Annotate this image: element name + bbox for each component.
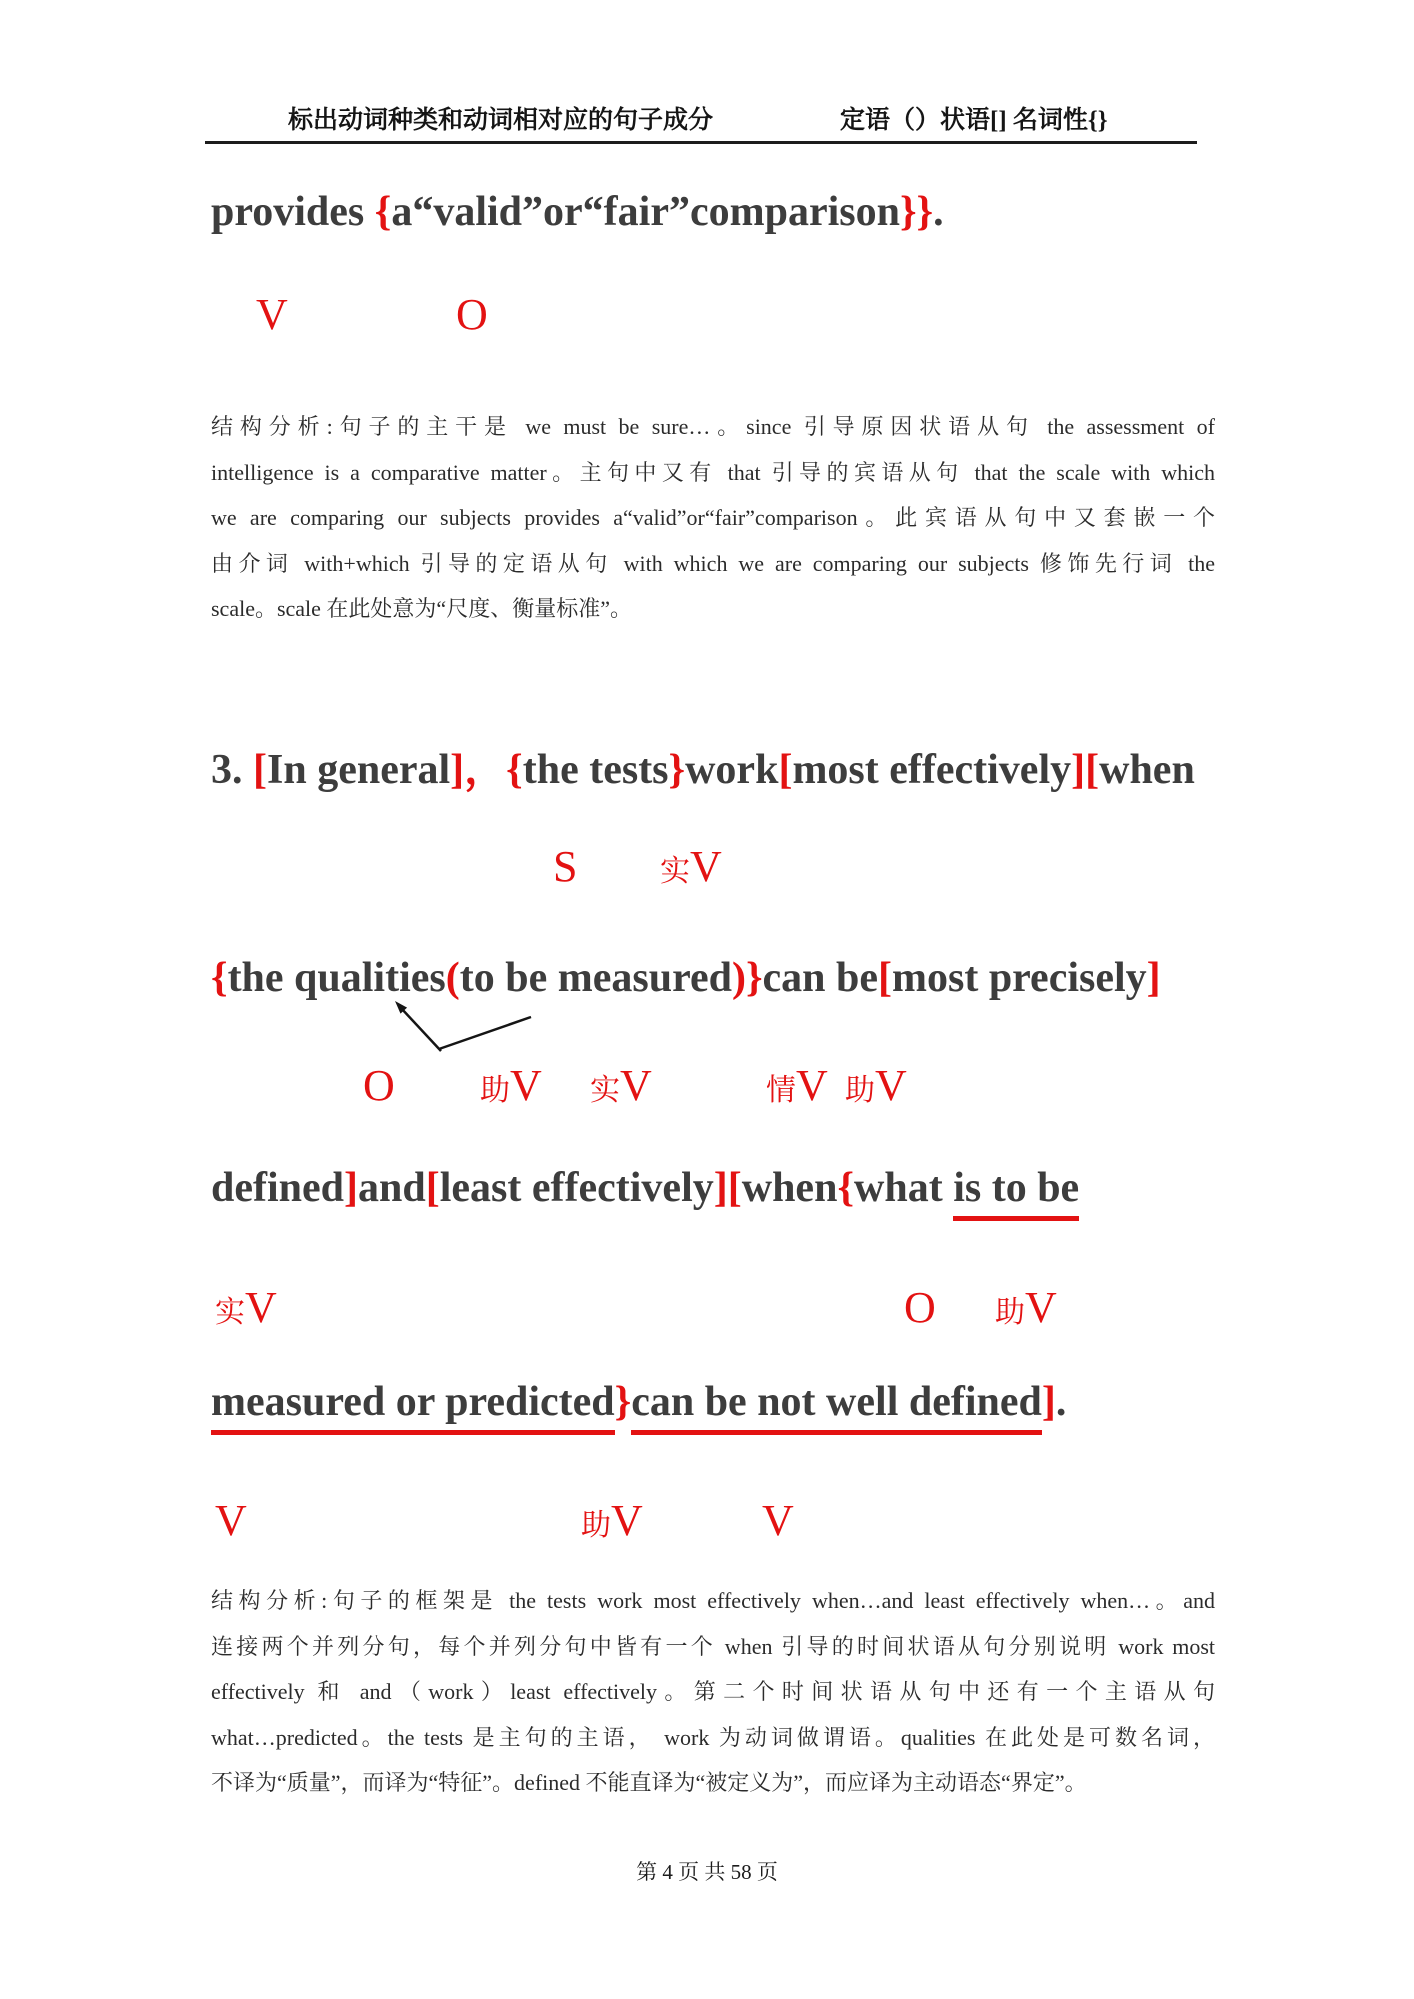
text-segment: [ xyxy=(253,747,267,793)
analysis-paragraph-2 xyxy=(211,1578,1215,1806)
grammar-label xyxy=(766,1062,828,1115)
grammar-label-row xyxy=(0,1284,1414,1336)
text-segment: { xyxy=(506,747,523,793)
grammar-label-letter: V xyxy=(875,1061,907,1110)
grammar-label-prefix: 实 xyxy=(660,855,690,888)
text-segment: can be not well defined xyxy=(631,1379,1042,1435)
grammar-label-prefix: 情 xyxy=(766,1074,796,1107)
sentence-3-line-1 xyxy=(211,740,1195,800)
grammar-label-letter: V xyxy=(256,290,288,339)
sentence-2-fragment xyxy=(211,182,944,242)
grammar-label xyxy=(762,1497,794,1545)
grammar-label-prefix: 助 xyxy=(581,1509,611,1542)
text-segment: ] xyxy=(1041,1379,1056,1425)
grammar-label xyxy=(995,1284,1057,1337)
paragraph-line: 结构分析:句子的主干是 we must be sure…。since 引导原因状语从句 the assessment of xyxy=(211,414,1215,439)
sentence-3-line-3 xyxy=(211,1158,1079,1218)
grammar-label-letter: O xyxy=(363,1061,395,1110)
sentence-3-line-4 xyxy=(211,1372,1066,1432)
text-segment: 3. xyxy=(211,747,253,793)
grammar-label xyxy=(845,1062,907,1115)
grammar-label-letter: O xyxy=(456,290,488,339)
grammar-label-letter: V xyxy=(796,1061,828,1110)
grammar-label xyxy=(456,291,488,339)
text-segment: }} xyxy=(899,189,934,235)
grammar-label xyxy=(215,1497,247,1545)
paragraph-line: what…predicted。the tests 是主句的主语， work 为动词做谓语。qualities 在此处是可数名词， xyxy=(211,1724,1215,1750)
text-segment: work xyxy=(685,747,779,793)
grammar-label-letter: V xyxy=(510,1061,542,1110)
text-segment: least effectively xyxy=(439,1165,714,1211)
grammar-label xyxy=(480,1062,542,1115)
grammar-label-row xyxy=(0,1062,1414,1114)
grammar-label-letter: O xyxy=(904,1283,936,1332)
paragraph-line: 不译为“质量”，而译为“特征”。defined 不能直译为“被定义为”，而应译为主动语态“界定”。 xyxy=(211,1770,1087,1795)
text-segment: } xyxy=(668,747,686,793)
grammar-label-letter: V xyxy=(215,1496,247,1545)
grammar-label-letter: V xyxy=(690,842,722,891)
text-segment: [ xyxy=(425,1165,440,1211)
text-segment: ] xyxy=(344,1165,359,1211)
paragraph-line: scale。scale 在此处意为“尺度、衡量标准”。 xyxy=(211,596,632,621)
grammar-label-prefix: 实 xyxy=(590,1074,620,1107)
grammar-label-row xyxy=(0,1497,1414,1549)
paragraph-line: intelligence is a comparative matter。主句中又有 that 引导的宾语从句 that the scale with which xyxy=(211,459,1215,485)
paragraph-line: we are comparing our subjects provides a“valid”or“fair”comparison。此宾语从句中又套嵌一个 xyxy=(211,505,1215,530)
text-segment: [ xyxy=(778,747,793,793)
text-segment: most precisely xyxy=(892,955,1147,1001)
text-segment: when xyxy=(741,1165,838,1211)
grammar-label xyxy=(590,1062,652,1115)
grammar-label-letter: S xyxy=(553,842,578,891)
grammar-label-prefix: 助 xyxy=(845,1074,875,1107)
text-segment: provides xyxy=(211,189,375,235)
text-segment: In general xyxy=(267,747,451,793)
text-segment: ] xyxy=(450,747,465,793)
header-rule xyxy=(205,141,1197,144)
grammar-label-row xyxy=(0,843,1414,895)
footer-page-number: 第 4 页 共 58 页 xyxy=(636,1860,778,1884)
text-segment: { xyxy=(374,189,392,235)
grammar-label xyxy=(256,291,288,339)
text-segment: and xyxy=(358,1165,426,1211)
grammar-label-prefix: 实 xyxy=(215,1296,245,1329)
header-instruction: 标出动词种类和动词相对应的句子成分 xyxy=(288,107,714,134)
text-segment: defined xyxy=(211,1165,345,1211)
text-segment: a“valid”or“fair”comparison xyxy=(391,189,900,235)
annotation-arrow-icon xyxy=(380,993,550,1061)
grammar-label xyxy=(553,843,577,891)
paragraph-line: 由介词 with+which 引导的定语从句 with which we are comparing our subjects 修饰先行词 the xyxy=(211,550,1215,576)
text-segment: . xyxy=(1055,1379,1067,1425)
text-segment: ][ xyxy=(1071,747,1100,793)
text-segment: the tests xyxy=(522,747,669,793)
text-segment: the qualities xyxy=(227,955,446,1001)
text-segment: measured or predicted xyxy=(211,1379,615,1435)
analysis-paragraph-1 xyxy=(211,404,1215,632)
text-segment: what xyxy=(854,1165,954,1211)
sentence-3-line-2 xyxy=(211,948,1161,1008)
grammar-label xyxy=(215,1284,277,1337)
paragraph-line: 结构分析:句子的框架是 the tests work most effectively when…and least effectively when…。and xyxy=(211,1588,1215,1613)
grammar-label xyxy=(581,1497,643,1550)
grammar-label-letter: V xyxy=(620,1061,652,1110)
grammar-label-prefix: 助 xyxy=(480,1074,510,1107)
text-segment: most effectively xyxy=(792,747,1072,793)
grammar-label xyxy=(660,843,722,896)
grammar-label-letter: V xyxy=(762,1496,794,1545)
grammar-label-row xyxy=(0,291,1414,343)
text-segment: ( xyxy=(445,955,460,1001)
grammar-label-prefix: 助 xyxy=(995,1296,1025,1329)
paragraph-line: 连接两个并列分句，每个并列分句中皆有一个 when 引导的时间状语从句分别说明 work most xyxy=(211,1633,1215,1659)
text-segment: )} xyxy=(731,955,763,1001)
grammar-label-letter: V xyxy=(1025,1283,1057,1332)
text-segment: { xyxy=(837,1165,854,1211)
paragraph-line: effectively 和 and（work）least effectively。第二个时间状语从句中还有一个主语从句 xyxy=(211,1679,1215,1704)
header-legend: 定语（）状语[] 名词性{} xyxy=(840,107,1108,134)
text-segment: is to be xyxy=(953,1165,1079,1221)
text-segment: can be xyxy=(762,955,878,1001)
grammar-label xyxy=(363,1062,395,1110)
grammar-label-letter: V xyxy=(245,1283,277,1332)
text-segment: ] xyxy=(1146,955,1161,1001)
text-segment: . xyxy=(933,189,944,235)
grammar-label-letter: V xyxy=(611,1496,643,1545)
text-segment: ， xyxy=(464,747,507,793)
grammar-label xyxy=(904,1284,936,1332)
text-segment: [ xyxy=(878,955,892,1001)
text-segment: ][ xyxy=(713,1165,742,1211)
text-segment: } xyxy=(614,1379,632,1425)
text-segment: { xyxy=(211,955,228,1001)
text-segment: to be measured xyxy=(459,955,732,1001)
text-segment: when xyxy=(1099,747,1195,793)
